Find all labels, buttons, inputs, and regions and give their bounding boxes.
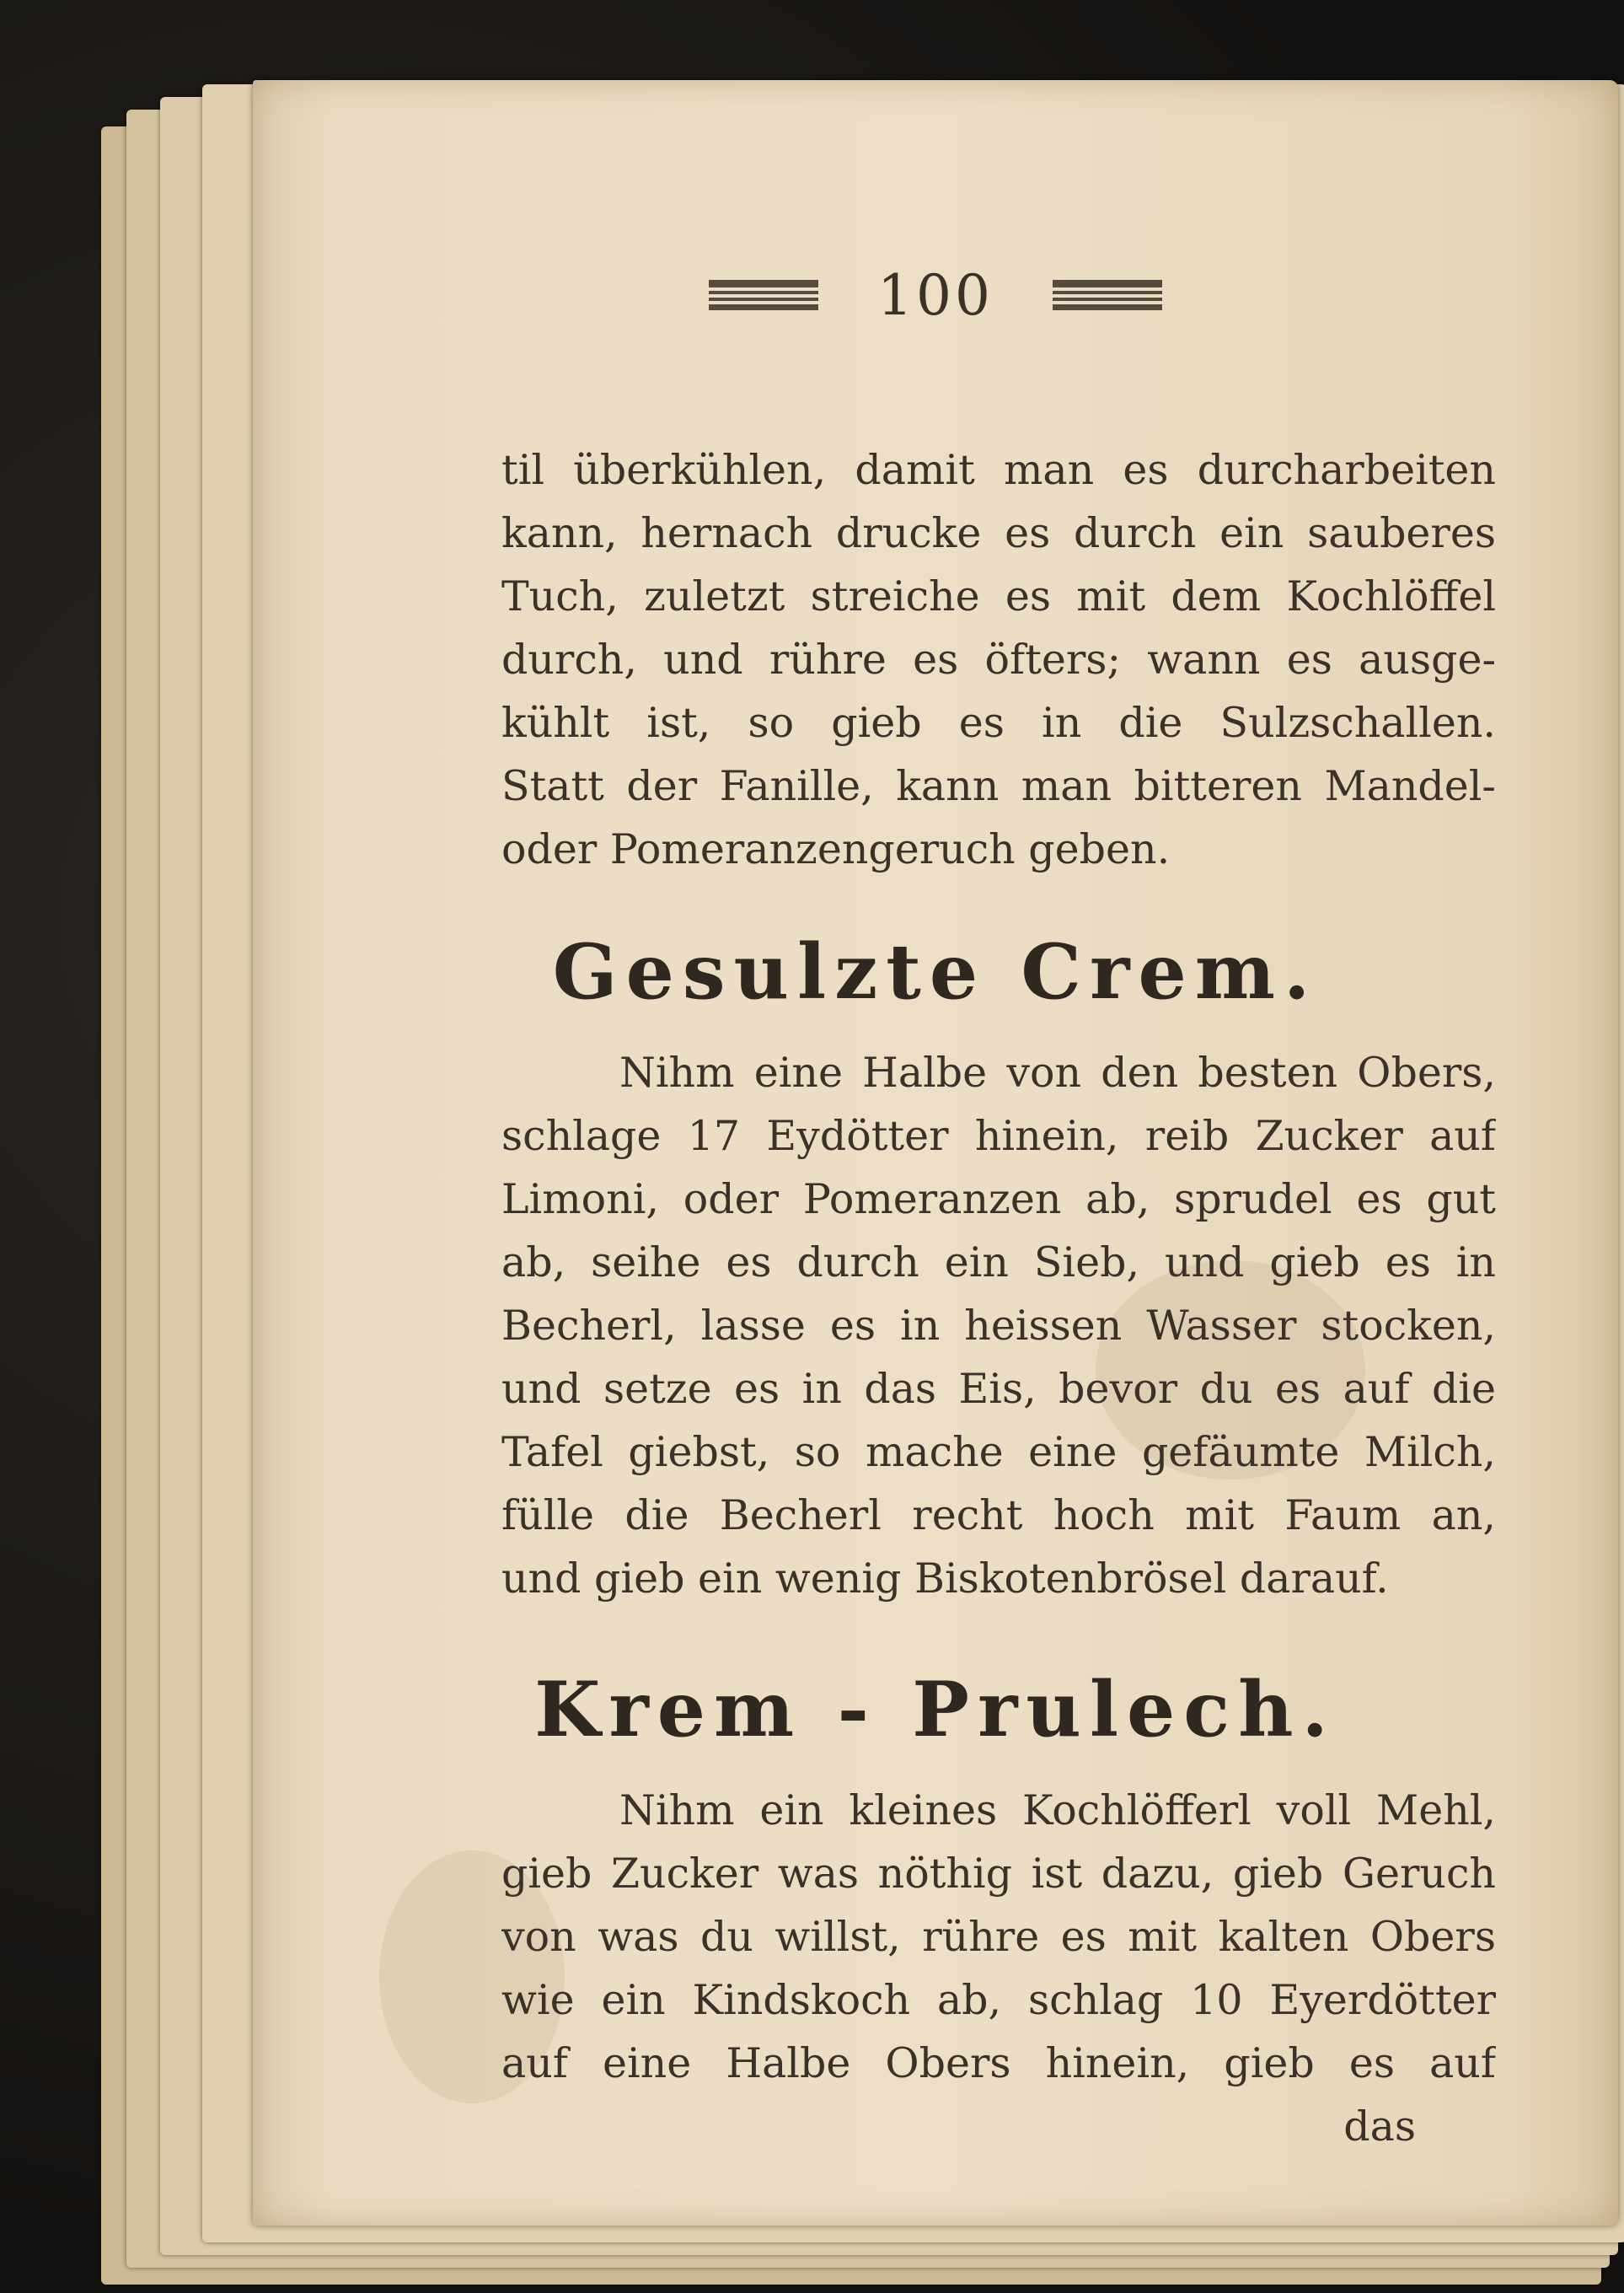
recipe-heading: Gesulzte Crem. (552, 927, 1319, 1017)
page-header (253, 249, 1618, 341)
text-line: oder Pomeranzengeruch geben. (501, 825, 1171, 873)
text-line: durch, und rühre es öfters; wann es ausge- (501, 636, 1496, 684)
text-line: fülle die Becherl recht hoch mit Faum an, (501, 1491, 1496, 1539)
text-line: kann, hernach drucke es durch ein sauberes (501, 509, 1496, 557)
text-line: Tuch, zuletzt streiche es mit dem Kochlöffel (501, 572, 1496, 620)
text-line: Nihm ein kleines Kochlöfferl voll Mehl, (619, 1786, 1496, 1834)
paragraph-continued (501, 438, 1496, 881)
header-ornament-left (709, 280, 818, 310)
header-ornament-right (1053, 280, 1162, 310)
text-line: Statt der Fanille, kann man bitteren Mandel- (501, 762, 1496, 810)
text-line: Nihm eine Halbe von den besten Obers, (619, 1049, 1496, 1097)
text-line: Limoni, oder Pomeranzen ab, sprudel es gut (501, 1175, 1496, 1223)
text-line: gieb Zucker was nöthig ist dazu, gieb Geruch (501, 1850, 1496, 1898)
text-line: und gieb ein wenig Biskotenbrösel darauf. (501, 1555, 1389, 1603)
text-line: ab, seihe es durch ein Sieb, und gieb es in (501, 1238, 1496, 1286)
text-line: auf eine Halbe Obers hinein, gieb es auf (501, 2039, 1496, 2087)
text-line: wie ein Kindskoch ab, schlag 10 Eyerdötter (501, 1976, 1496, 2024)
text-line: von was du willst, rühre es mit kalten Obers (501, 1913, 1496, 1961)
page-number: 100 (877, 262, 994, 328)
text-line: schlage 17 Eydötter hinein, reib Zucker auf (501, 1112, 1496, 1160)
text-line: til überkühlen, damit man es durcharbeiten (501, 446, 1496, 494)
recipe-paragraph (501, 1779, 1496, 2158)
text-line: Tafel giebst, so mache eine gefäumte Milch, (501, 1428, 1496, 1476)
text-line: kühlt ist, so gieb es in die Sulzschallen. (501, 699, 1496, 747)
catchword: das (1343, 2102, 1416, 2151)
book-page (253, 80, 1618, 2226)
recipe-paragraph (501, 1041, 1496, 1610)
text-line: Becherl, lasse es in heissen Wasser stocken, (501, 1302, 1496, 1350)
text-line: und setze es in das Eis, bevor du es auf die (501, 1365, 1496, 1413)
recipe-heading: Krem - Prulech. (534, 1665, 1337, 1754)
